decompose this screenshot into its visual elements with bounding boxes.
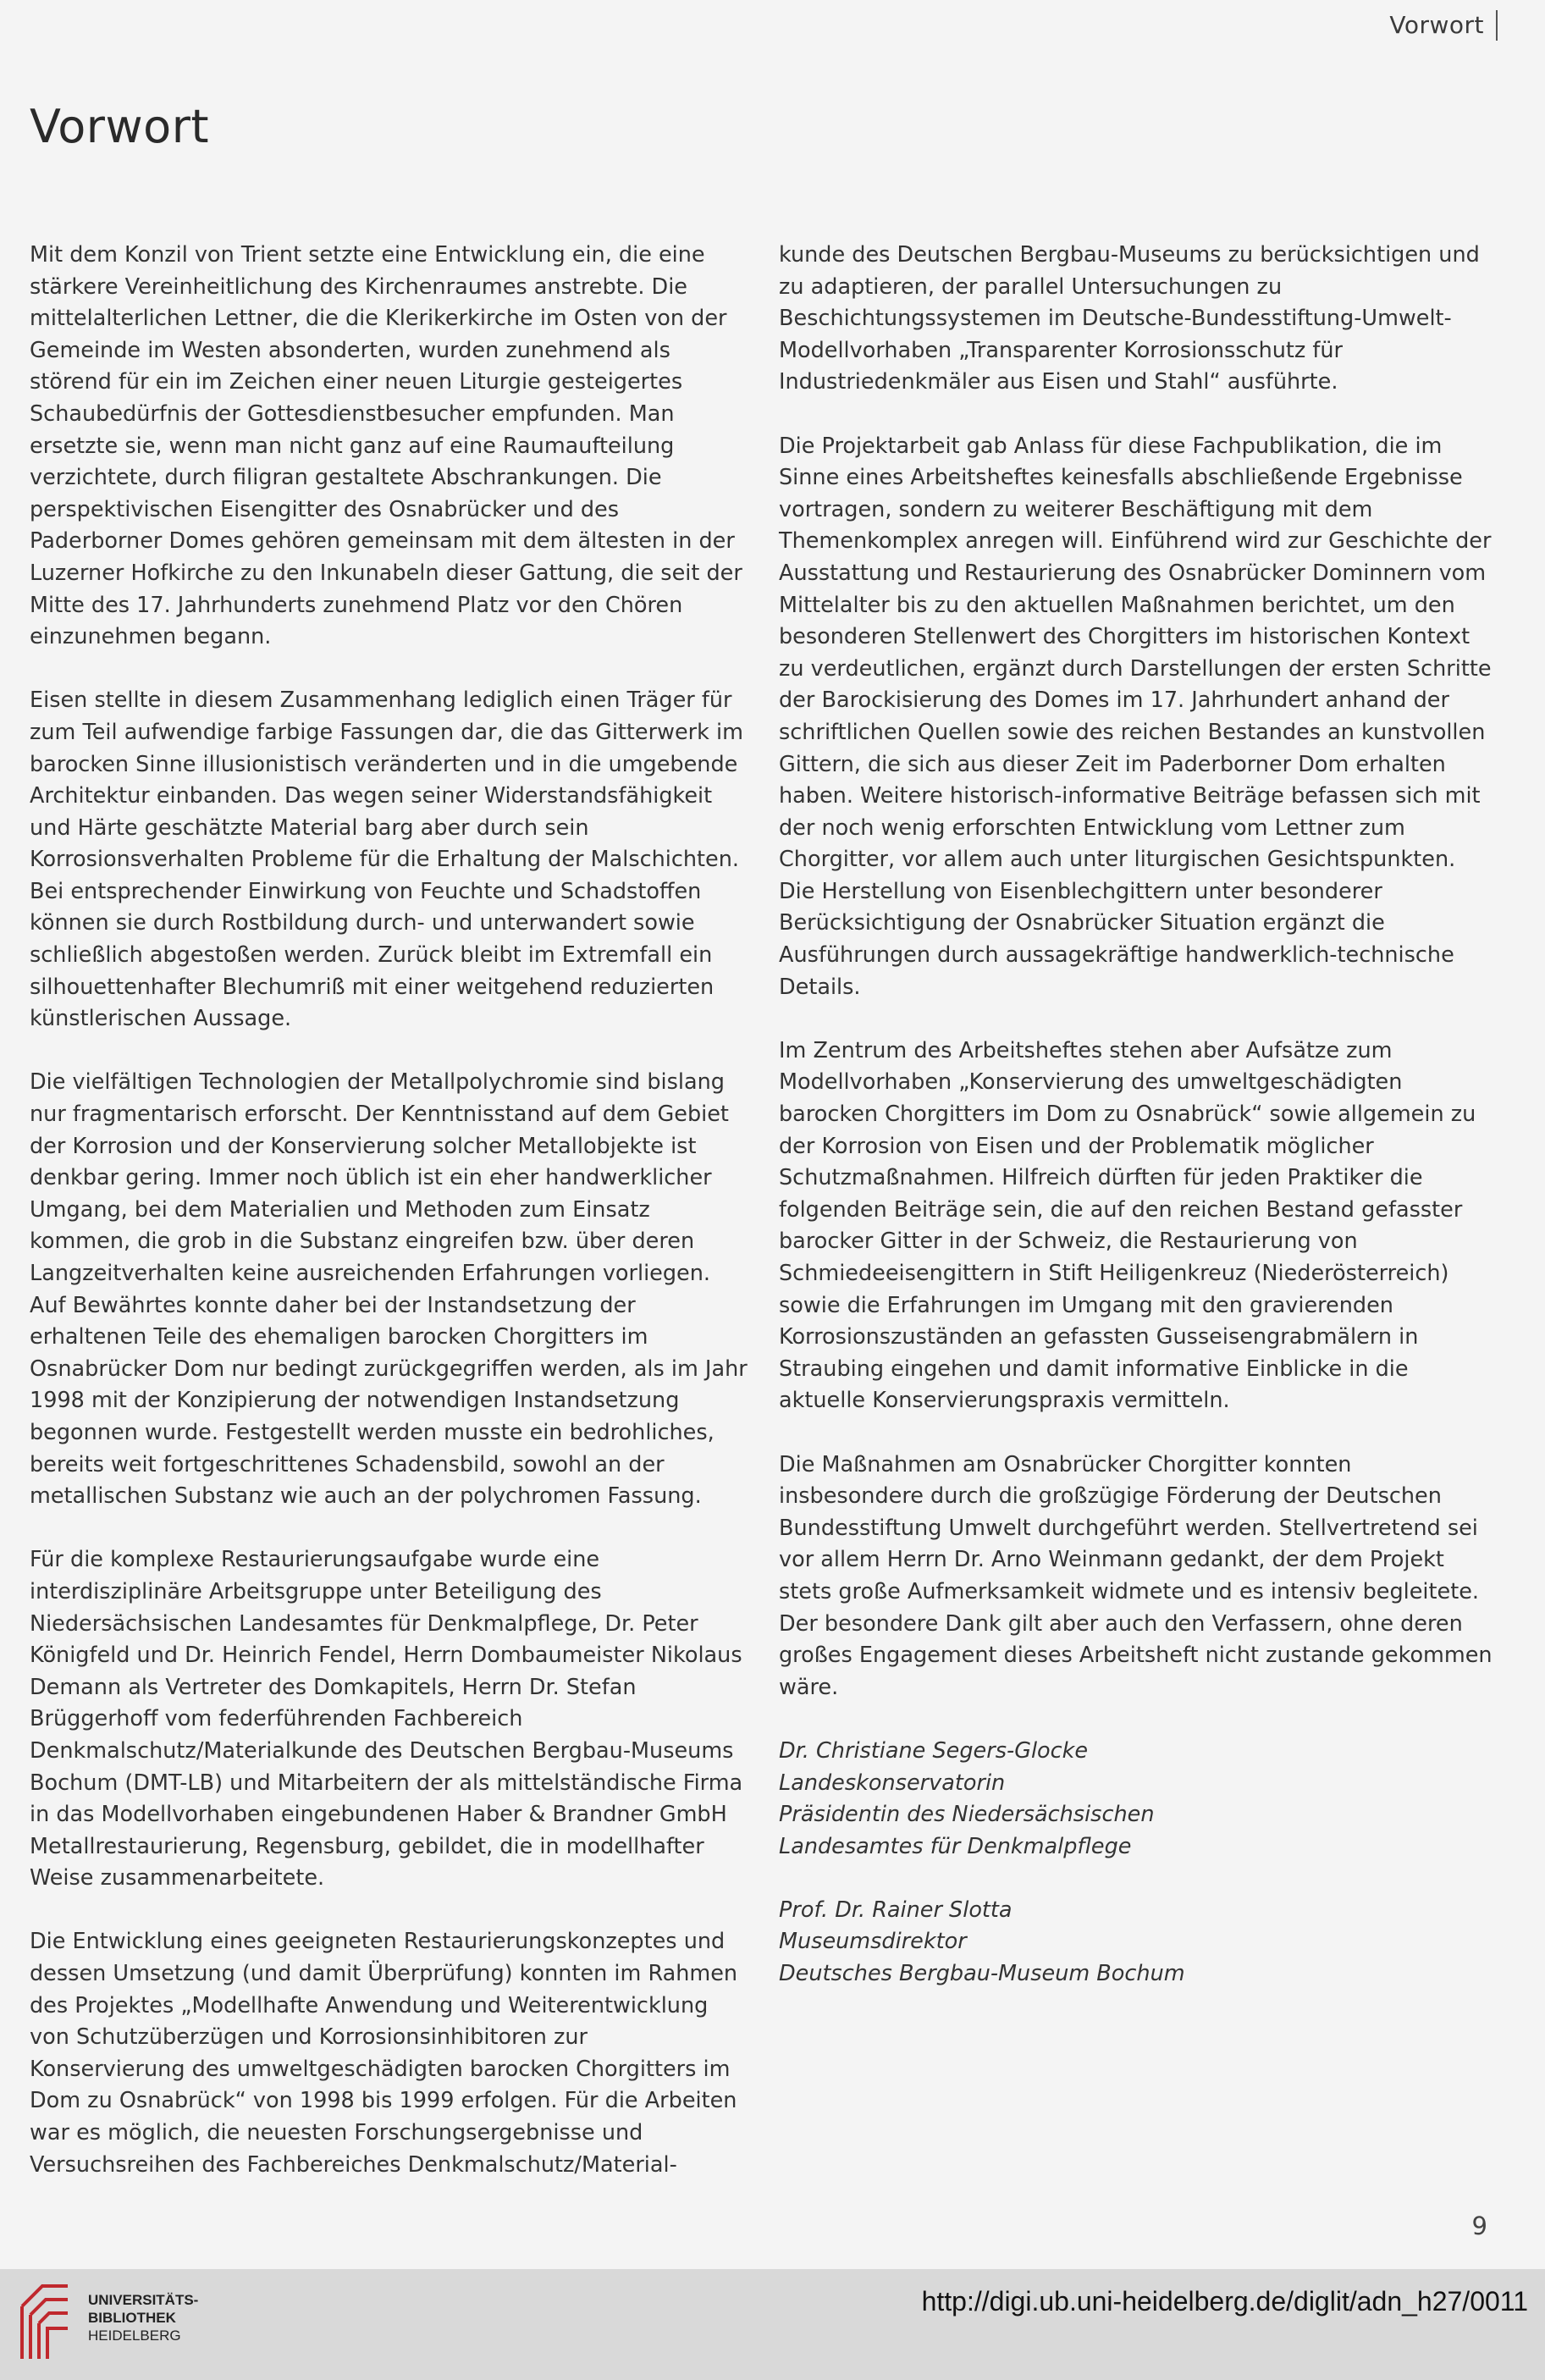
paragraph: Die Entwicklung eines geeigneten Restaurierungskonzeptes und dessen Umsetzung (und damit Überprüfung) konnten im Rahmen des Projektes „Modellhafte Anwendung und Weiterentwicklung von Schutzüberzügen und Korrosionsinhibitoren zur Konservierung des umweltgeschädigten barocken Chorgitters im Dom zu Osnabrück“ von 1998 bis 1999 erfolgen. Für die Arbeiten war es möglich, die neuesten Forschungsergebnisse und Versuchsreihen des Fachbereiches Denkmalschutz/Material- — [30, 1929, 738, 2178]
page-title: Vorwort — [30, 100, 210, 153]
signature-block — [779, 1895, 1494, 1991]
signature-org: Landesamtes für Denkmalpflege — [779, 1833, 1132, 1859]
paragraph: Für die komplexe Restaurierungsaufgabe wurde eine interdisziplinäre Arbeitsgruppe unter Beteiligung des Niedersächsischen Landesamtes für Denkmalpflege, Dr. Peter Königfeld und Dr. Heinrich Fendel, Herrn Dombaumeister Nikolaus Demann als Vertreter des Domkapitels, Herrn Dr. Stefan Brüggerhoff vom federführenden Fachbereich Denkmalschutz/Materialkunde des Deutschen Bergbau-Museums Bochum (DMT-LB) und Mitarbeitern der als mittelständische Firma in das Modellvorhaben eingebundenen Haber & Brandner GmbH Metallrestaurierung, Regensburg, gebildet, die in modellhafter Weise zusammenarbeitete. — [30, 1547, 743, 1891]
signature-name: Prof. Dr. Rainer Slotta — [779, 1897, 1013, 1923]
paragraph: Im Zentrum des Arbeitsheftes stehen aber Aufsätze zum Modellvorhaben „Konservierung des umweltgeschädigten barocken Chorgitters im Dom zu Osnabrück“ sowie allgemein zu der Korrosion von Eisen und der Problematik möglicher Schutzmaßnahmen. Hilfreich dürften für jeden Praktiker die folgenden Beiträge sein, die auf den reichen Bestand gefasster barocker Gitter in der Schweiz, die Restaurierung von Schmiedeeisengittern in Stift Heiligenkreuz (Niederösterreich) sowie die Erfahrungen im Umgang mit den gravierenden Korrosionszuständen an gefassten Gusseisengrabmälern in Straubing eingehen und damit informative Einblicke in die aktuelle Konservierungspraxis vermitteln. — [779, 1037, 1476, 1414]
logo-line: HEIDELBERG — [88, 2328, 181, 2344]
paragraph: Die Projektarbeit gab Anlass für diese Fachpublikation, die im Sinne eines Arbeitsheftes keinesfalls abschließende Ergebnisse vortragen, sondern zu weiterer Beschäftigung mit dem Themenkomplex anregen will. Einführend wird zur Geschichte der Ausstattung und Restaurierung des Osnabrücker Dominnern vom Mittelalter bis zu den aktuellen Maßnahmen berichtet, um den besonderen Stellenwert des Chorgitters im historischen Kontext zu verdeutlichen, ergänzt durch Darstellungen der ersten Schritte der Barockisierung des Domes im 17. Jahrhundert anhand der schriftlichen Quellen sowie des reichen Bestandes an kunstvollen Gittern, die sich aus dieser Zeit im Paderborner Dom erhalten haben. Weitere historisch-informative Beiträge befassen sich mit der noch wenig erforschten Entwicklung vom Lettner zum Chorgitter, vor allem auch unter liturgischen Gesichtspunkten. Die Herstellung von Eisenblechgittern unter besonderer Berücksichtigung der Osnabrücker Situation ergänzt die Ausführungen durch aussagekräftige handwerklich-technische Details. — [779, 433, 1492, 1000]
paragraph: Mit dem Konzil von Trient setzte eine Entwicklung ein, die eine stärkere Vereinheitlichung des Kirchenraumes anstrebte. Die mittelalterlichen Lettner, die die Klerikerkirche im Osten von der Gemeinde im Westen absonderten, wurden zunehmend als störend für ein im Zeichen einer neuen Liturgie gesteigertes Schaubedürfnis der Gottesdienstbesucher empfunden. Man ersetzte sie, wenn man nicht ganz auf eine Raumaufteilung verzichtete, durch filigran gestaltete Abschrankungen. Die perspektivischen Eisengitter des Osnabrücker und des Paderborner Domes gehören gemeinsam mit dem ältesten in der Luzerner Hofkirche zu den Inkunabeln dieser Gattung, die seit der Mitte des 17. Jahrhunderts zunehmend Platz vor den Chören einzunehmen begann. — [30, 242, 742, 650]
source-url[interactable]: http://digi.ub.uni-heidelberg.de/diglit/adn_h27/0011 — [921, 2286, 1528, 2316]
signature-role: Landeskonservatorin — [779, 1770, 1006, 1796]
right-column — [779, 240, 1494, 2022]
paragraph: Die Maßnahmen am Osnabrücker Chorgitter konnten insbesondere durch die großzügige Förderung der Deutschen Bundesstiftung Umwelt durchgeführt werden. Stellvertretend sei vor allem Herrn Dr. Arno Weinmann gedankt, der dem Projekt stets große Aufmerksamkeit widmete und es intensiv begleitete. Der besondere Dank gilt aber auch den Verfassern, ohne deren großes Engagement dieses Arbeitsheft nicht zustande gekommen wäre. — [779, 1451, 1493, 1700]
page-number: 9 — [1471, 2212, 1487, 2240]
signature-org: Deutsches Bergbau-Museum Bochum — [779, 1961, 1185, 1987]
logo-line: BIBLIOTHEK — [88, 2310, 176, 2326]
signature-name: Dr. Christiane Segers-Glocke — [779, 1737, 1089, 1764]
signature-block — [779, 1736, 1494, 1863]
paragraph: Die vielfältigen Technologien der Metallpolychromie sind bislang nur fragmentarisch erforscht. Der Kenntnisstand auf dem Gebiet der Korrosion und der Konservierung solcher Metallobjekte ist denkbar gering. Immer noch üblich ist ein eher handwerklicher Umgang, bei dem Materialien und Methoden zum Einsatz kommen, die grob in die Substanz eingreifen bzw. über deren Langzeitverhalten keine ausreichenden Erfahrungen vorliegen. Auf Bewährtes konnte daher bei der Instandsetzung der erhaltenen Teile des ehemaligen barocken Chorgitters im Osnabrücker Dom nur bedingt zurückgegriffen werden, als im Jahr 1998 mit der Konzipierung der notwendigen Instandsetzung begonnen wurde. Festgestellt werden musste ein bedrohliches, bereits weit fortgeschrittenes Schadensbild, sowohl an der metallischen Substanz wie auch an der polychromen Fassung. — [30, 1069, 748, 1510]
signature-role: Museumsdirektor — [779, 1929, 967, 1955]
digitization-footer — [0, 2269, 1545, 2380]
library-logo-text — [88, 2291, 198, 2344]
left-column — [30, 240, 749, 2213]
paragraph: kunde des Deutschen Bergbau-Museums zu berücksichtigen und zu adaptieren, der parallel Untersuchungen zu Beschichtungssystemen im Deutsche-Bundesstiftung-Umwelt-Modellvorhaben „Transparenter Korrosionsschutz für Industriedenkmäler aus Eisen und Stahl“ ausführte. — [779, 242, 1480, 395]
signature-org: Präsidentin des Niedersächsischen — [779, 1802, 1155, 1828]
running-head: Vorwort — [1389, 10, 1498, 41]
logo-line: UNIVERSITÄTS- — [88, 2292, 199, 2308]
library-logo-icon — [17, 2281, 73, 2364]
paragraph: Eisen stellte in diesem Zusammenhang lediglich einen Träger für zum Teil aufwendige farbige Fassungen dar, die das Gitterwerk im barocken Sinne illusionistisch veränderten und in die umgebende Architektur einbanden. Das wegen seiner Widerstandsfähigkeit und Härte geschätzte Material barg aber durch sein Korrosionsverhalten Probleme für die Erhaltung der Malschichten. Bei entsprechender Einwirkung von Feuchte und Schadstoffen können sie durch Rostbildung durch- und unterwandert sowie schließlich abgestoßen werden. Zurück bleibt im Extremfall ein silhouettenhafter Blechumriß mit einer weitgehend reduzierten künstlerischen Aussage. — [30, 687, 743, 1032]
